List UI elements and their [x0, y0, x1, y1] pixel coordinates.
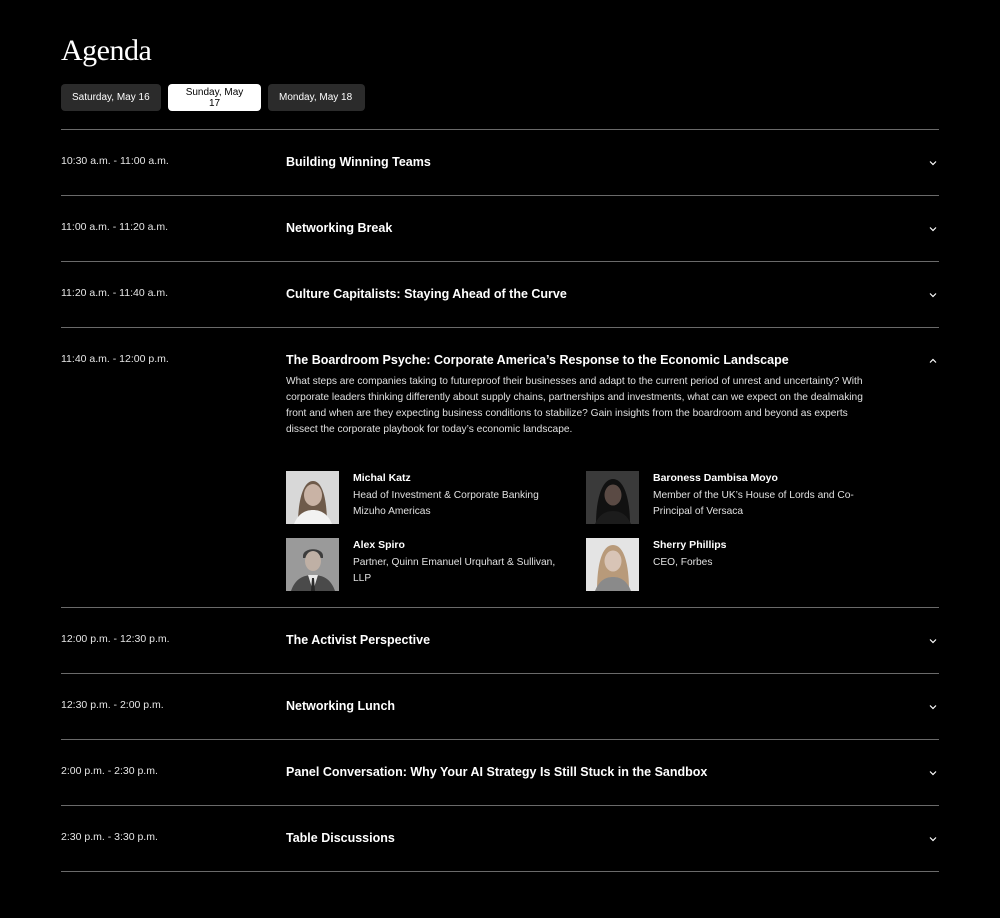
tab-saturday[interactable]: Saturday, May 16 [61, 84, 161, 111]
tab-monday[interactable]: Monday, May 18 [268, 84, 365, 111]
speaker-name: Michal Katz [353, 472, 411, 484]
speaker-photo [286, 471, 339, 524]
speaker-name: Sherry Phillips [653, 539, 727, 551]
session-time: 11:20 a.m. - 11:40 a.m. [61, 287, 168, 299]
speaker-photo [286, 538, 339, 591]
session-title[interactable]: Panel Conversation: Why Your AI Strategy Is Still Stuck in the Sandbox [286, 765, 708, 779]
session-time: 12:30 p.m. - 2:00 p.m. [61, 699, 164, 711]
chevron-down-icon[interactable] [927, 833, 939, 845]
speaker-role: Member of the UK’s House of Lords and Co-Principal of Versaca [653, 490, 854, 517]
day-tabs [61, 84, 365, 111]
session-time: 11:00 a.m. - 11:20 a.m. [61, 221, 168, 233]
tab-sunday[interactable]: Sunday, May 17 [168, 84, 261, 111]
page-title: Agenda [61, 34, 152, 67]
agenda-row[interactable] [61, 674, 939, 740]
session-time: 2:00 p.m. - 2:30 p.m. [61, 765, 158, 777]
agenda-row[interactable] [61, 806, 939, 872]
speaker-photo [586, 471, 639, 524]
speaker-card[interactable] [586, 471, 876, 525]
speaker-card[interactable] [586, 538, 876, 592]
chevron-down-icon[interactable] [927, 157, 939, 169]
chevron-up-icon[interactable] [927, 355, 939, 367]
session-title[interactable]: Building Winning Teams [286, 155, 431, 169]
agenda-row[interactable] [61, 262, 939, 328]
session-time: 2:30 p.m. - 3:30 p.m. [61, 831, 158, 843]
session-title[interactable]: Networking Lunch [286, 699, 396, 713]
chevron-down-icon[interactable] [927, 767, 939, 779]
session-time: 12:00 p.m. - 12:30 p.m. [61, 633, 170, 645]
speaker-role: CEO, Forbes [653, 557, 713, 568]
agenda-row-expanded[interactable] [61, 328, 939, 608]
speaker-card[interactable] [286, 538, 576, 592]
session-title[interactable]: Networking Break [286, 221, 393, 235]
speaker-role: Head of Investment & Corporate Banking Mizuho Americas [353, 490, 539, 517]
session-description: What steps are companies taking to futureproof their businesses and adapt to the current period of unrest and uncertainty? With corporate leaders thinking differently about supply chains, partnerships and investments, what can we expect on the dealmaking front and when are they expecting business conditions to stabilize? Gain insights from the boardroom and beyond as experts dissect the corporate playbook for today’s economic landscape. [286, 376, 863, 435]
chevron-down-icon[interactable] [927, 701, 939, 713]
speaker-role: Partner, Quinn Emanuel Urquhart & Sullivan, LLP [353, 557, 556, 584]
session-title[interactable]: Culture Capitalists: Staying Ahead of the Curve [286, 287, 567, 301]
agenda-row[interactable] [61, 740, 939, 806]
agenda-row[interactable] [61, 196, 939, 262]
session-title[interactable]: Table Discussions [286, 831, 395, 845]
agenda-list [61, 129, 939, 872]
chevron-down-icon[interactable] [927, 635, 939, 647]
speaker-name: Alex Spiro [353, 539, 405, 551]
speaker-card[interactable] [286, 471, 576, 525]
chevron-down-icon[interactable] [927, 289, 939, 301]
session-title[interactable]: The Boardroom Psyche: Corporate America’s Response to the Economic Landscape [286, 353, 789, 367]
agenda-row[interactable] [61, 608, 939, 674]
chevron-down-icon[interactable] [927, 223, 939, 235]
speaker-photo [586, 538, 639, 591]
session-time: 10:30 a.m. - 11:00 a.m. [61, 155, 169, 167]
session-title[interactable]: The Activist Perspective [286, 633, 431, 647]
session-time: 11:40 a.m. - 12:00 p.m. [61, 353, 169, 365]
agenda-row[interactable] [61, 130, 939, 196]
speaker-name: Baroness Dambisa Moyo [653, 472, 778, 484]
